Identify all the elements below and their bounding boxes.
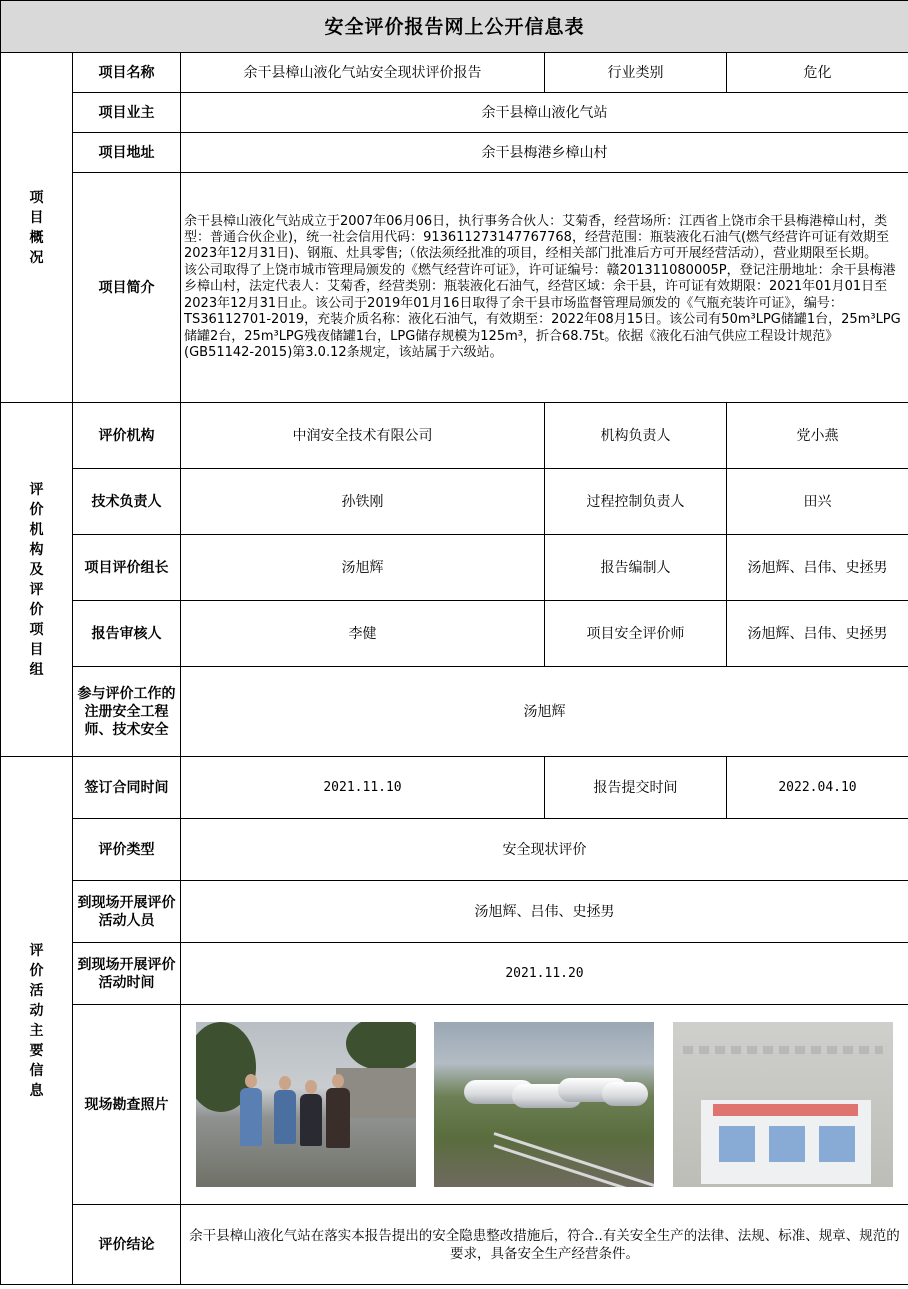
intro-paragraph-2: 该公司取得了上饶市城市管理局颁发的《燃气经营许可证》，许可证编号：赣201311080005P，登记注册地址：余干县梅港乡樟山村，法定代表人：艾菊香，经营类别：瓶装液化石油气，经营区域：余干县，许可证有效期限：2021年01月01日至2023年12月31日止。该公司于2019年01月16日取得了余干县市场监督管理局颁发的《气瓶充装许可证》，编号：TS36112701-2019，充装介质名称：液化石油气，有效期至：2022年08月15日。该公司有50m³LPG储罐1台，25m³LPG储罐2台，25m³LPG残夜储罐1台，LPG储存规模为125m³，折合68.75t。依据《液化石油气供应工程设计规范》(GB51142-2015)第3.0.12条规定，该站属于六级站。 xyxy=(184,262,901,360)
address-label: 项目地址 xyxy=(73,133,181,173)
time-value: 2021.11.20 xyxy=(181,943,908,1005)
page-title: 安全评价报告网上公开信息表 xyxy=(1,1,908,53)
time-label: 到现场开展评价活动时间 xyxy=(73,943,181,1005)
section-overview: 项目概况 xyxy=(1,53,73,403)
owner-value: 余干县樟山液化气站 xyxy=(181,93,908,133)
submit-date: 2022.04.10 xyxy=(727,757,908,819)
staff-label: 到现场开展评价活动人员 xyxy=(73,881,181,943)
owner-label: 项目业主 xyxy=(73,93,181,133)
intro-label: 项目简介 xyxy=(73,173,181,403)
staff-value: 汤旭辉、吕伟、史拯男 xyxy=(181,881,908,943)
contract-date: 2021.11.10 xyxy=(181,757,545,819)
conclusion-value: 余干县樟山液化气站在落实本报告提出的安全隐患整改措施后，符合..有关安全生产的法律、法规、标准、规章、规范的要求，具备安全生产经营条件。 xyxy=(181,1205,908,1285)
evaluator-label: 项目安全评价师 xyxy=(545,601,727,667)
project-intro xyxy=(181,173,908,403)
site-photo-tanks xyxy=(434,1022,654,1187)
tech-label: 技术负责人 xyxy=(73,469,181,535)
type-value: 安全现状评价 xyxy=(181,819,908,881)
reviewer-value: 李健 xyxy=(181,601,545,667)
project-name: 余干县樟山液化气站安全现状评价报告 xyxy=(181,53,545,93)
tech-value: 孙铁刚 xyxy=(181,469,545,535)
head-value: 党小燕 xyxy=(727,403,908,469)
reviewer-label: 报告审核人 xyxy=(73,601,181,667)
section-org: 评价机构及评价项目组 xyxy=(1,403,73,757)
industry-label: 行业类别 xyxy=(545,53,727,93)
contract-label: 签订合同时间 xyxy=(73,757,181,819)
leader-value: 汤旭辉 xyxy=(181,535,545,601)
process-value: 田兴 xyxy=(727,469,908,535)
engineer-value: 汤旭辉 xyxy=(181,667,908,757)
submit-label: 报告提交时间 xyxy=(545,757,727,819)
photos-cell xyxy=(181,1005,908,1205)
compiler-label: 报告编制人 xyxy=(545,535,727,601)
agency-label: 评价机构 xyxy=(73,403,181,469)
conclusion-label: 评价结论 xyxy=(73,1205,181,1285)
section-activity: 评价活动主要信息 xyxy=(1,757,73,1285)
site-photo-sign xyxy=(673,1022,893,1187)
compiler-value: 汤旭辉、吕伟、史拯男 xyxy=(727,535,908,601)
engineer-label: 参与评价工作的注册安全工程师、技术安全 xyxy=(73,667,181,757)
site-photo-people xyxy=(196,1022,416,1187)
head-label: 机构负责人 xyxy=(545,403,727,469)
project-name-label: 项目名称 xyxy=(73,53,181,93)
evaluator-value: 汤旭辉、吕伟、史拯男 xyxy=(727,601,908,667)
agency-value: 中润安全技术有限公司 xyxy=(181,403,545,469)
process-label: 过程控制负责人 xyxy=(545,469,727,535)
photos-label: 现场勘查照片 xyxy=(73,1005,181,1205)
address-value: 余干县梅港乡樟山村 xyxy=(181,133,908,173)
type-label: 评价类型 xyxy=(73,819,181,881)
intro-paragraph-1: 余干县樟山液化气站成立于2007年06月06日，执行事务合伙人：艾菊香，经营场所：江西省上饶市余干县梅港樟山村，类型：普通合伙企业)，统一社会信用代码：91361127314776776​8，经营范围：瓶装液化石油气(燃气经营许可证有效期至2023年12月31日)、钢瓶、灶具零售;（依法须经批准的项目，经相关部门批准后方可开展经营活动），营业期限至长期。 xyxy=(184,213,890,262)
leader-label: 项目评价组长 xyxy=(73,535,181,601)
industry-value: 危化 xyxy=(727,53,908,93)
